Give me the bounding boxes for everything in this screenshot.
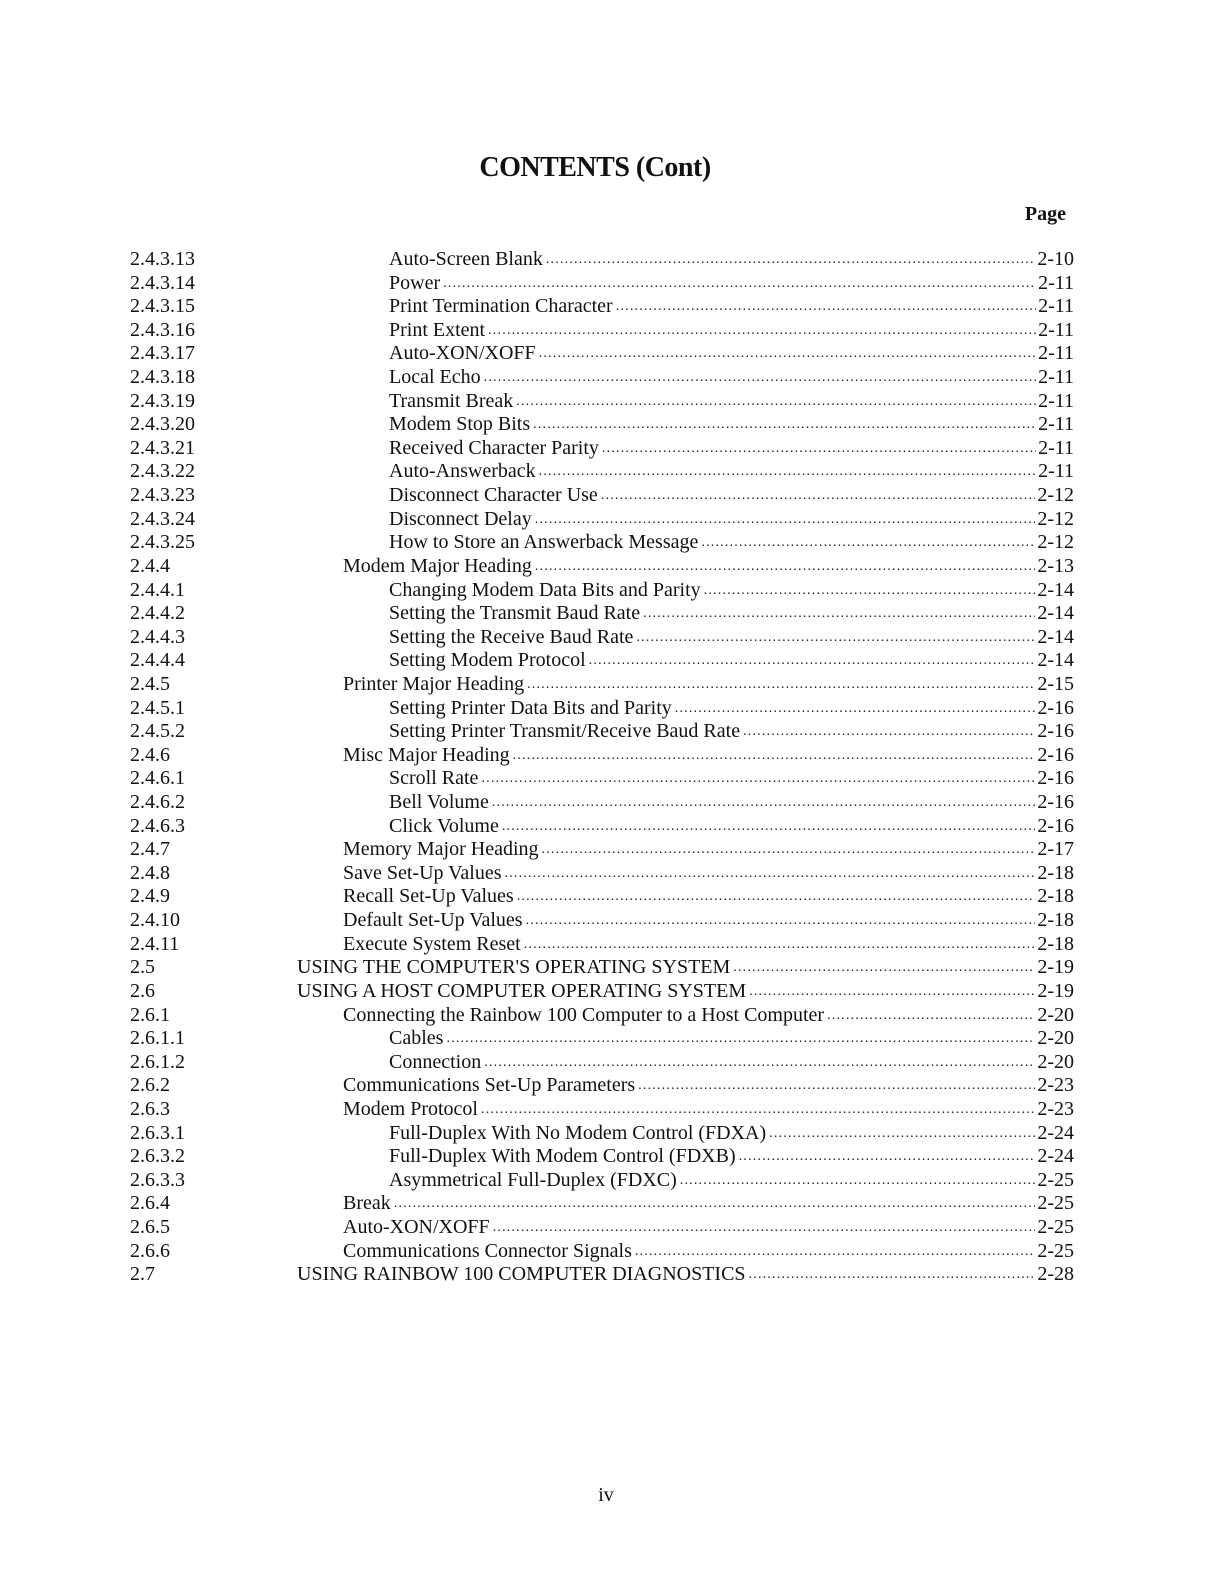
toc-entry [130, 909, 1074, 933]
toc-entry-line [389, 579, 1074, 603]
section-title: Connecting the Rainbow 100 Computer to a Host Computer [343, 1003, 825, 1026]
toc-entry-line [343, 1240, 1074, 1264]
toc-entry-line [343, 673, 1074, 697]
toc-entry-line [343, 862, 1074, 886]
toc-entry-line [343, 1216, 1074, 1240]
section-title: Setting the Receive Baud Rate [389, 625, 634, 648]
toc-entry [130, 956, 1074, 980]
toc-entry [130, 390, 1074, 414]
section-number: 2.4.4.1 [130, 578, 185, 601]
section-title: Execute System Reset [343, 932, 521, 955]
page-reference: 2-24 [1037, 1145, 1074, 1168]
toc-entry-line [389, 697, 1074, 721]
dot-leader [394, 1192, 1036, 1216]
page-column-heading: Page [1024, 203, 1066, 225]
section-number: 2.6.4 [130, 1192, 170, 1215]
toc-entry [130, 342, 1074, 366]
toc-entry-line [297, 1263, 1074, 1287]
page-reference: 2-25 [1037, 1215, 1074, 1238]
toc-entry [130, 1074, 1074, 1098]
section-title: Recall Set-Up Values [343, 885, 514, 908]
section-title: Auto-XON/XOFF [343, 1215, 490, 1238]
page-reference: 2-11 [1038, 413, 1074, 436]
section-number: 2.4.7 [130, 838, 170, 861]
dot-leader [505, 862, 1036, 886]
dot-leader [484, 366, 1036, 390]
section-number: 2.4.5 [130, 672, 170, 695]
toc-entry-line [343, 1098, 1074, 1122]
page-reference: 2-14 [1037, 649, 1074, 672]
page-reference: 2-20 [1037, 1027, 1074, 1050]
dot-leader [602, 437, 1036, 461]
dot-leader [616, 295, 1036, 319]
toc-entry-line [389, 626, 1074, 650]
page-number: iv [598, 1484, 614, 1506]
page-reference: 2-20 [1037, 1050, 1074, 1073]
toc-entry [130, 744, 1074, 768]
toc-entry [130, 980, 1074, 1004]
section-title: USING A HOST COMPUTER OPERATING SYSTEM [297, 979, 747, 1002]
toc-entry-line [389, 437, 1074, 461]
toc-entry [130, 508, 1074, 532]
toc-entry-line [389, 815, 1074, 839]
toc-entry [130, 767, 1074, 791]
toc-entry [130, 1192, 1074, 1216]
dot-leader [675, 697, 1036, 721]
dot-leader [643, 602, 1035, 626]
dot-leader [513, 744, 1036, 768]
page-reference: 2-11 [1038, 436, 1074, 459]
section-number: 2.4.4 [130, 554, 170, 577]
section-title: Communications Connector Signals [343, 1239, 632, 1262]
dot-leader [733, 956, 1035, 980]
section-title: Cables [389, 1027, 444, 1050]
section-title: Auto-XON/XOFF [389, 342, 536, 365]
section-title: Full-Duplex With No Modem Control (FDXA) [389, 1121, 767, 1144]
toc-entry-line [343, 555, 1074, 579]
section-title: Setting the Transmit Baud Rate [389, 602, 641, 625]
section-title: Received Character Parity [389, 436, 599, 459]
page-reference: 2-25 [1037, 1192, 1074, 1215]
toc-entry-line [389, 1122, 1074, 1146]
toc-entry-line [343, 1192, 1074, 1216]
toc-entry-line [389, 295, 1074, 319]
toc-entry-line [389, 366, 1074, 390]
dot-leader [739, 1145, 1036, 1169]
section-title: Full-Duplex With Modem Control (FDXB) [389, 1145, 736, 1168]
dot-leader [638, 1074, 1035, 1098]
section-title: Memory Major Heading [343, 838, 539, 861]
toc-entry [130, 484, 1074, 508]
dot-leader [535, 555, 1035, 579]
page-reference: 2-12 [1037, 531, 1074, 554]
page-reference: 2-11 [1038, 460, 1074, 483]
page-reference: 2-11 [1038, 318, 1074, 341]
toc-entry-line [389, 1027, 1074, 1051]
section-number: 2.4.3.25 [130, 531, 195, 554]
section-title: Communications Set-Up Parameters [343, 1074, 636, 1097]
section-number: 2.4.3.21 [130, 436, 195, 459]
toc-entry-line [389, 602, 1074, 626]
page-reference: 2-14 [1037, 578, 1074, 601]
section-number: 2.6.1 [130, 1003, 170, 1026]
section-title: Save Set-Up Values [343, 861, 502, 884]
section-number: 2.6.3.2 [130, 1145, 185, 1168]
dot-leader [743, 720, 1035, 744]
section-title: USING RAINBOW 100 COMPUTER DIAGNOSTICS [297, 1263, 746, 1286]
section-number: 2.4.3.18 [130, 366, 195, 389]
page-reference: 2-16 [1037, 814, 1074, 837]
toc-entry-line [297, 980, 1074, 1004]
toc-entry-line [389, 319, 1074, 343]
page-reference: 2-16 [1037, 767, 1074, 790]
toc-entry-line [389, 767, 1074, 791]
section-number: 2.4.3.14 [130, 271, 195, 294]
page-reference: 2-25 [1037, 1239, 1074, 1262]
page-title: CONTENTS (Cont) [479, 152, 711, 183]
page-reference: 2-16 [1037, 791, 1074, 814]
section-title: Setting Modem Protocol [389, 649, 586, 672]
section-title: Modem Stop Bits [389, 413, 531, 436]
section-number: 2.5 [130, 956, 155, 979]
dot-leader [749, 980, 1035, 1004]
page-reference: 2-11 [1038, 271, 1074, 294]
page-reference: 2-20 [1037, 1003, 1074, 1026]
section-title: Disconnect Delay [389, 507, 532, 530]
section-number: 2.4.6.2 [130, 791, 185, 814]
toc-entry [130, 649, 1074, 673]
toc-entry-line [389, 272, 1074, 296]
page-reference: 2-15 [1037, 672, 1074, 695]
section-title: How to Store an Answerback Message [389, 531, 699, 554]
toc-entry-line [389, 1145, 1074, 1169]
section-title: Modem Major Heading [343, 554, 532, 577]
page-reference: 2-13 [1037, 554, 1074, 577]
toc-entry-line [389, 460, 1074, 484]
table-of-contents [130, 248, 1074, 1287]
page-reference: 2-18 [1037, 909, 1074, 932]
dot-leader [749, 1263, 1036, 1287]
toc-entry [130, 1027, 1074, 1051]
section-title: Asymmetrical Full-Duplex (FDXC) [389, 1168, 677, 1191]
section-title: Print Extent [389, 318, 486, 341]
toc-entry [130, 1216, 1074, 1240]
page-reference: 2-11 [1038, 389, 1074, 412]
page-reference: 2-25 [1037, 1168, 1074, 1191]
toc-entry [130, 602, 1074, 626]
section-number: 2.6.5 [130, 1215, 170, 1238]
section-title: Printer Major Heading [343, 672, 525, 695]
toc-entry [130, 555, 1074, 579]
page-reference: 2-16 [1037, 720, 1074, 743]
section-number: 2.4.6.1 [130, 767, 185, 790]
dot-leader [527, 673, 1035, 697]
page-reference: 2-11 [1038, 342, 1074, 365]
section-number: 2.6.1.2 [130, 1050, 185, 1073]
toc-entry-line [389, 413, 1074, 437]
section-number: 2.4.6.3 [130, 814, 185, 837]
section-title: Transmit Break [389, 389, 514, 412]
toc-entry-line [343, 885, 1074, 909]
toc-entry-line [389, 342, 1074, 366]
section-number: 2.4.3.16 [130, 318, 195, 341]
toc-entry [130, 720, 1074, 744]
toc-entry-line [389, 791, 1074, 815]
dot-leader [492, 791, 1036, 815]
section-number: 2.4.9 [130, 885, 170, 908]
section-title: Click Volume [389, 814, 499, 837]
toc-entry-line [389, 531, 1074, 555]
toc-entry [130, 366, 1074, 390]
dot-leader [488, 319, 1036, 343]
toc-entry [130, 319, 1074, 343]
toc-entry-line [343, 1004, 1074, 1028]
section-number: 2.4.3.22 [130, 460, 195, 483]
toc-entry [130, 437, 1074, 461]
section-number: 2.4.3.20 [130, 413, 195, 436]
section-number: 2.4.4.2 [130, 602, 185, 625]
dot-leader [546, 248, 1035, 272]
page-reference: 2-18 [1037, 885, 1074, 908]
toc-entry [130, 626, 1074, 650]
page-reference: 2-11 [1038, 295, 1074, 318]
dot-leader [526, 909, 1036, 933]
section-number: 2.6.3.3 [130, 1168, 185, 1191]
page-reference: 2-23 [1037, 1074, 1074, 1097]
toc-entry-line [297, 956, 1074, 980]
dot-leader [524, 933, 1036, 957]
toc-entry-line [343, 933, 1074, 957]
dot-leader [769, 1122, 1035, 1146]
page-reference: 2-12 [1037, 484, 1074, 507]
toc-entry [130, 1240, 1074, 1264]
section-number: 2.4.5.2 [130, 720, 185, 743]
section-title: Connection [389, 1050, 482, 1073]
section-number: 2.6.6 [130, 1239, 170, 1262]
toc-entry-line [389, 248, 1074, 272]
section-title: Changing Modem Data Bits and Parity [389, 578, 701, 601]
page-reference: 2-17 [1037, 838, 1074, 861]
toc-entry [130, 579, 1074, 603]
section-number: 2.4.3.15 [130, 295, 195, 318]
dot-leader [533, 413, 1036, 437]
section-number: 2.6 [130, 979, 155, 1002]
dot-leader [516, 390, 1036, 414]
page-reference: 2-18 [1037, 861, 1074, 884]
section-title: Local Echo [389, 366, 481, 389]
section-title: Misc Major Heading [343, 743, 510, 766]
page-reference: 2-14 [1037, 602, 1074, 625]
section-number: 2.4.4.3 [130, 625, 185, 648]
toc-entry [130, 1004, 1074, 1028]
section-number: 2.7 [130, 1263, 155, 1286]
page-reference: 2-11 [1038, 366, 1074, 389]
toc-entry [130, 1263, 1074, 1287]
dot-leader [539, 460, 1036, 484]
dot-leader [535, 508, 1036, 532]
section-title: Disconnect Character Use [389, 484, 598, 507]
toc-entry-line [389, 649, 1074, 673]
toc-entry [130, 1145, 1074, 1169]
section-number: 2.4.5.1 [130, 696, 185, 719]
section-title: USING THE COMPUTER'S OPERATING SYSTEM [297, 956, 731, 979]
dot-leader [517, 885, 1036, 909]
toc-entry-line [389, 390, 1074, 414]
section-number: 2.6.3.1 [130, 1121, 185, 1144]
toc-entry [130, 933, 1074, 957]
page-reference: 2-10 [1037, 248, 1074, 270]
section-title: Modem Protocol [343, 1097, 478, 1120]
toc-entry-line [389, 484, 1074, 508]
section-title: Scroll Rate [389, 767, 479, 790]
section-title: Auto-Answerback [389, 460, 536, 483]
toc-entry [130, 885, 1074, 909]
section-number: 2.4.3.23 [130, 484, 195, 507]
page-reference: 2-19 [1037, 956, 1074, 979]
section-number: 2.4.11 [130, 932, 180, 955]
toc-entry [130, 862, 1074, 886]
dot-leader [481, 1098, 1035, 1122]
dot-leader [827, 1004, 1035, 1028]
toc-entry [130, 673, 1074, 697]
dot-leader [635, 1240, 1035, 1264]
page-reference: 2-19 [1037, 979, 1074, 1002]
dot-leader [636, 626, 1035, 650]
section-number: 2.4.3.17 [130, 342, 195, 365]
page-reference: 2-14 [1037, 625, 1074, 648]
dot-leader [502, 815, 1036, 839]
toc-entry [130, 697, 1074, 721]
section-number: 2.6.3 [130, 1097, 170, 1120]
section-title: Auto-Screen Blank [389, 248, 543, 270]
section-number: 2.6.2 [130, 1074, 170, 1097]
section-number: 2.4.6 [130, 743, 170, 766]
section-number: 2.4.4.4 [130, 649, 185, 672]
toc-entry [130, 791, 1074, 815]
toc-entry-line [389, 720, 1074, 744]
page-reference: 2-12 [1037, 507, 1074, 530]
toc-entry [130, 413, 1074, 437]
toc-entry [130, 1051, 1074, 1075]
toc-entry-line [389, 1051, 1074, 1075]
section-title: Setting Printer Data Bits and Parity [389, 696, 672, 719]
section-number: 2.4.3.19 [130, 389, 195, 412]
toc-entry [130, 1169, 1074, 1193]
toc-entry [130, 272, 1074, 296]
dot-leader [704, 579, 1036, 603]
dot-leader [446, 1027, 1035, 1051]
toc-entry-line [343, 838, 1074, 862]
toc-entry [130, 1122, 1074, 1146]
section-title: Power [389, 271, 441, 294]
dot-leader [601, 484, 1036, 508]
section-number: 2.4.8 [130, 861, 170, 884]
dot-leader [701, 531, 1035, 555]
section-number: 2.6.1.1 [130, 1027, 185, 1050]
section-title: Break [343, 1192, 391, 1215]
page-reference: 2-23 [1037, 1097, 1074, 1120]
toc-entry [130, 1098, 1074, 1122]
section-title: Print Termination Character [389, 295, 613, 318]
toc-entry-line [343, 744, 1074, 768]
toc-entry [130, 295, 1074, 319]
section-number: 2.4.3.24 [130, 507, 195, 530]
page-reference: 2-16 [1037, 743, 1074, 766]
toc-entry-line [343, 1074, 1074, 1098]
toc-entry-line [389, 508, 1074, 532]
dot-leader [539, 342, 1036, 366]
section-title: Setting Printer Transmit/Receive Baud Rate [389, 720, 741, 743]
toc-entry [130, 838, 1074, 862]
toc-entry [130, 248, 1074, 272]
dot-leader [680, 1169, 1036, 1193]
section-number: 2.4.3.13 [130, 248, 195, 270]
page-reference: 2-28 [1037, 1263, 1074, 1286]
dot-leader [542, 838, 1036, 862]
toc-entry-line [389, 1169, 1074, 1193]
toc-entry-line [343, 909, 1074, 933]
section-number: 2.4.10 [130, 909, 180, 932]
section-title: Bell Volume [389, 791, 489, 814]
toc-entry [130, 460, 1074, 484]
dot-leader [443, 272, 1036, 296]
dot-leader [493, 1216, 1036, 1240]
toc-entry [130, 531, 1074, 555]
dot-leader [484, 1051, 1035, 1075]
dot-leader [589, 649, 1036, 673]
dot-leader [481, 767, 1035, 791]
page-reference: 2-18 [1037, 932, 1074, 955]
section-title: Default Set-Up Values [343, 909, 523, 932]
page-reference: 2-16 [1037, 696, 1074, 719]
page-reference: 2-24 [1037, 1121, 1074, 1144]
toc-entry [130, 815, 1074, 839]
